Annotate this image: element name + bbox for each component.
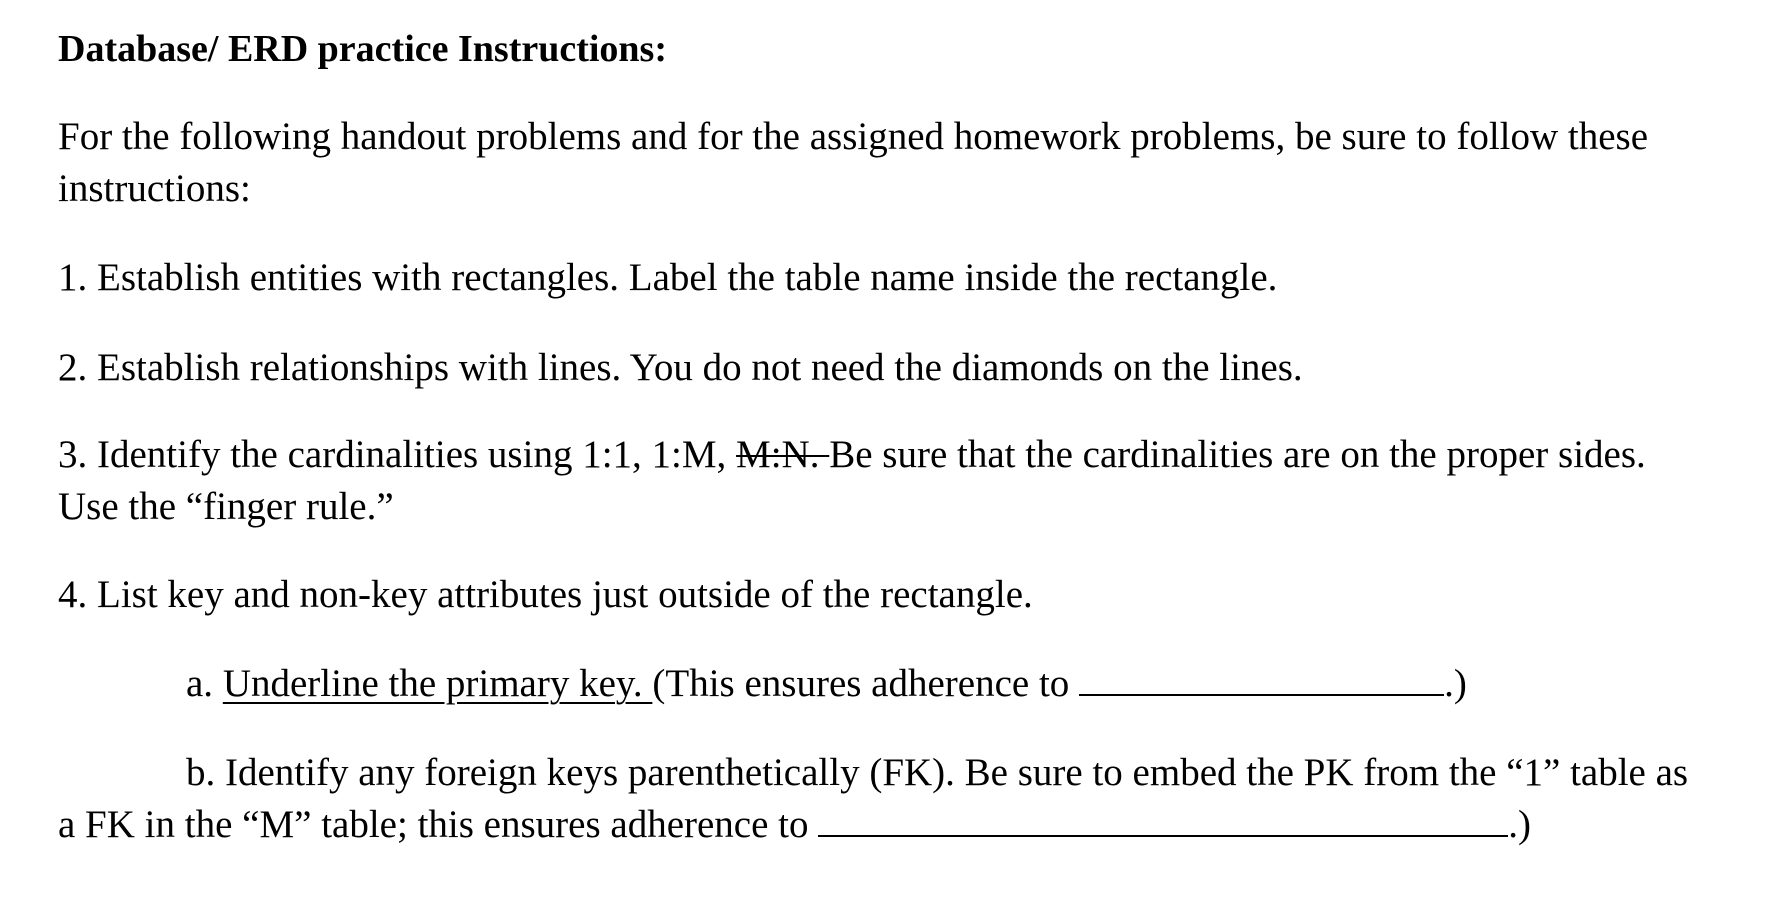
fill-in-blank-b	[818, 805, 1508, 837]
step-4: 4. List key and non-key attributes just outside of the rectangle.	[58, 573, 1033, 616]
sub-item-b-text: a FK in the “M” table; this ensures adherence to	[58, 803, 819, 846]
sub-item-a-prefix: a.	[186, 662, 223, 705]
sub-item-a-text: (This ensures adherence to	[652, 662, 1080, 705]
struck-cardinality: M:N.	[736, 433, 830, 476]
step-1: 1. Establish entities with rectangles. Label the table name inside the rectangle.	[58, 256, 1278, 299]
sub-item-a	[186, 664, 1467, 703]
sub-item-b-line-1: b. Identify any foreign keys parenthetically (FK). Be sure to embed the PK from the “1” table as	[186, 751, 1689, 794]
step-3-text: 3. Identify the cardinalities using 1:1, 1:M,	[58, 433, 737, 476]
sub-item-a-end: .)	[1444, 662, 1467, 705]
step-2: 2. Establish relationships with lines. You do not need the diamonds on the lines.	[58, 346, 1303, 389]
sub-item-b-end: .)	[1508, 803, 1532, 846]
sub-item-b-line-2	[58, 805, 1531, 844]
step-3-text-continued: Be sure that the cardinalities are on the proper sides.	[829, 433, 1646, 476]
underlined-primary-key-text: Underline the primary key.	[222, 662, 653, 705]
intro-line-2: instructions:	[58, 167, 251, 210]
step-3	[58, 435, 1646, 474]
step-3-line-2: Use the “finger rule.”	[58, 485, 394, 528]
intro-line-1: For the following handout problems and for the assigned homework problems, be sure to follow these	[58, 115, 1649, 158]
page-title: Database/ ERD practice Instructions:	[58, 28, 668, 70]
fill-in-blank-a	[1079, 664, 1444, 696]
